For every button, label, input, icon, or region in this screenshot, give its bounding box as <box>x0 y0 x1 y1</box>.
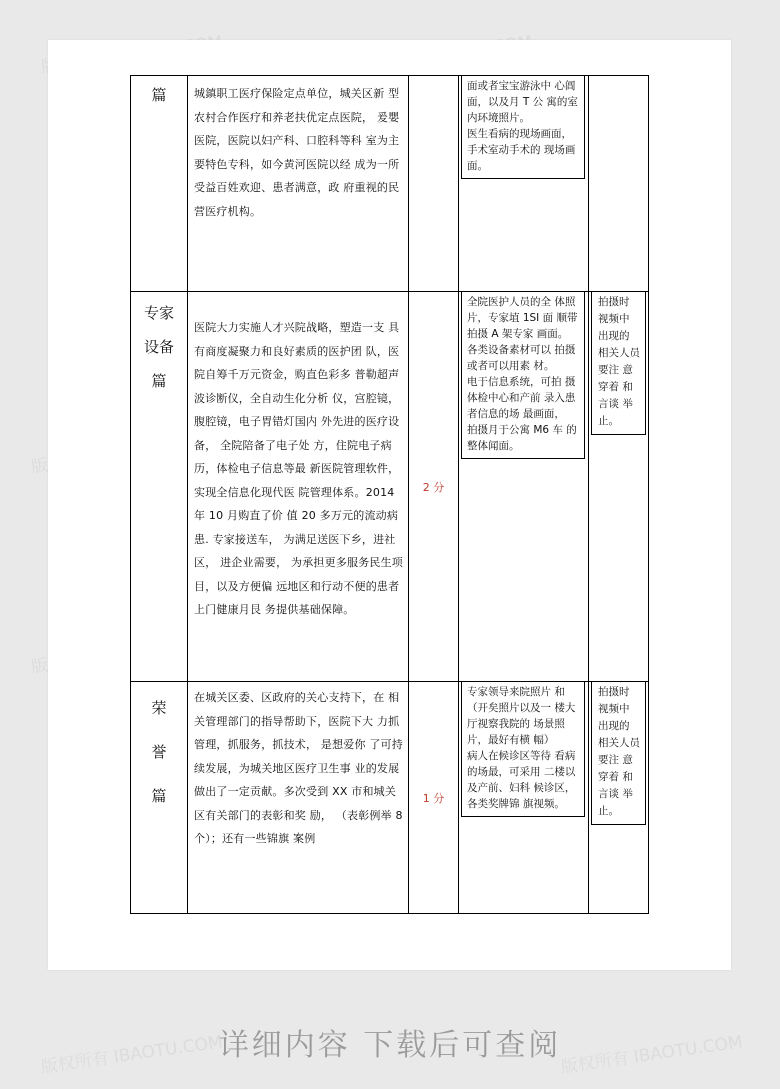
score-text: 2 分 <box>422 480 445 494</box>
shooting-cell <box>459 76 589 292</box>
shooting-item: 拍摄月于公寓 M6 车 的整体闻面。 <box>467 424 577 452</box>
section-title: 誉 <box>151 743 167 761</box>
table-row <box>131 76 649 292</box>
shooting-cell <box>459 292 589 682</box>
section-title: 设备 <box>143 338 174 356</box>
shooting-item: 病人在候诊区等待 看病的场最，可采用 二楼以及产前、妇科 候诊区，各类奖牌锦 旗视频。 <box>467 750 576 810</box>
score-cell <box>409 76 459 292</box>
shooting-item: 各类设备素材可以 拍摄或者可以用素 材。 <box>467 344 576 372</box>
shooting-item: 医生看病的现场画面，手术室动手术的 现场画面。 <box>467 128 576 172</box>
description-text: 城鎮职工医疗保险定点单位，城关区新 型农村合作医疗和养老扶优定点医院， 爰嬰医院，医院以妇产科、口腔科等科 室为主要特色专科，如今黄河医院以经 成为一所受益百姓欢迎、患者满意，政 府重视的民营医疗机构。 <box>194 87 400 218</box>
notes-text: 拍摄时 视频中 出现的 相关人员要注 意穿着 和言谈 举止。 <box>598 686 640 817</box>
description-text: 医院大力实施人才兴院战略，塑造一支 具有商度凝聚力和良好素质的医护团 队，医院自筹千万元资金，购直色彩多 普勒超声波诊断仪，全自动生化分析 仪，宫腔镜，腹腔镜，电子胃错灯国内 外先进的医疗设备， 全院陪备了电子处 方，住院电子病历，体检电子信息等最 新医院管理软件，实现全信息化现代医 院管理体系。2014 年 10 月购直了价 值 20 多万元的流动病患. 专家接送车， 为满足送医下乡，进社区， 进企业需要， 为承担更多服务民生项目，以及方便偏 远地区和行动不便的患者上门健康月艮 务提供基础保障。 <box>194 321 403 616</box>
table-row <box>131 292 649 682</box>
shooting-item: 电于信息系统，可拍 摄体检中心和产前 录入患者信息的场 最画面， <box>467 376 576 420</box>
description-text: 在城关区委、区政府的关心支持下，在 相关管理部门的指导帮助下，医院下大 力抓管理，抓服务，抓技术， 是想爱你 了可持续发展，为城关地区医疗卫生事 业的发展做出了一定贡献。多次受到 XX 市和城关区有关部门的表彰和奖 励， （表彰例举 8 个）；还有一些锦旗 案例 <box>194 691 403 845</box>
shooting-item: 专家领导来院照片 和（开矣照片以及一 楼大厅视察我院的 场景照片，最好有横 幅） <box>467 686 576 746</box>
section-title-cell <box>131 76 188 292</box>
section-title: 荣 <box>151 699 167 717</box>
notes-cell <box>589 76 649 292</box>
section-title: 篇 <box>151 372 167 390</box>
description-cell <box>188 682 409 914</box>
watermark: 版权所有 IBAOTU.COM <box>559 1032 744 1078</box>
section-title-cell <box>131 682 188 914</box>
script-table <box>130 75 649 914</box>
section-title-cell <box>131 292 188 682</box>
table-row <box>131 682 649 914</box>
section-title: 篇 <box>151 787 167 805</box>
watermark: 版权所有 IBAOTU.COM <box>39 1032 224 1078</box>
notes-cell <box>589 292 649 682</box>
notes-text: 拍摄时 视频中 出现的 相关人员要注 意穿着 和言谈 举止。 <box>598 296 640 427</box>
shooting-cell <box>459 682 589 914</box>
notes-cell <box>589 682 649 914</box>
section-title: 专家 <box>143 304 174 322</box>
document-page <box>48 40 731 970</box>
score-text: 1 分 <box>422 791 445 805</box>
score-cell <box>409 682 459 914</box>
shooting-item: 面或者宝宝游泳中 心阊面，以及月 T 公 寓的室内环境照片。 <box>467 80 578 124</box>
shooting-item: 全院医护人员的全 体照片，专家埴 1SI 面 顺带拍摄 A 架专家 画面。 <box>467 296 578 340</box>
description-cell <box>188 76 409 292</box>
notes-text <box>589 76 648 82</box>
footer-caption: 详细内容 下载后可查阅 <box>218 1028 562 1063</box>
section-title: 篇 <box>151 86 167 104</box>
description-cell <box>188 292 409 682</box>
score-cell <box>409 292 459 682</box>
